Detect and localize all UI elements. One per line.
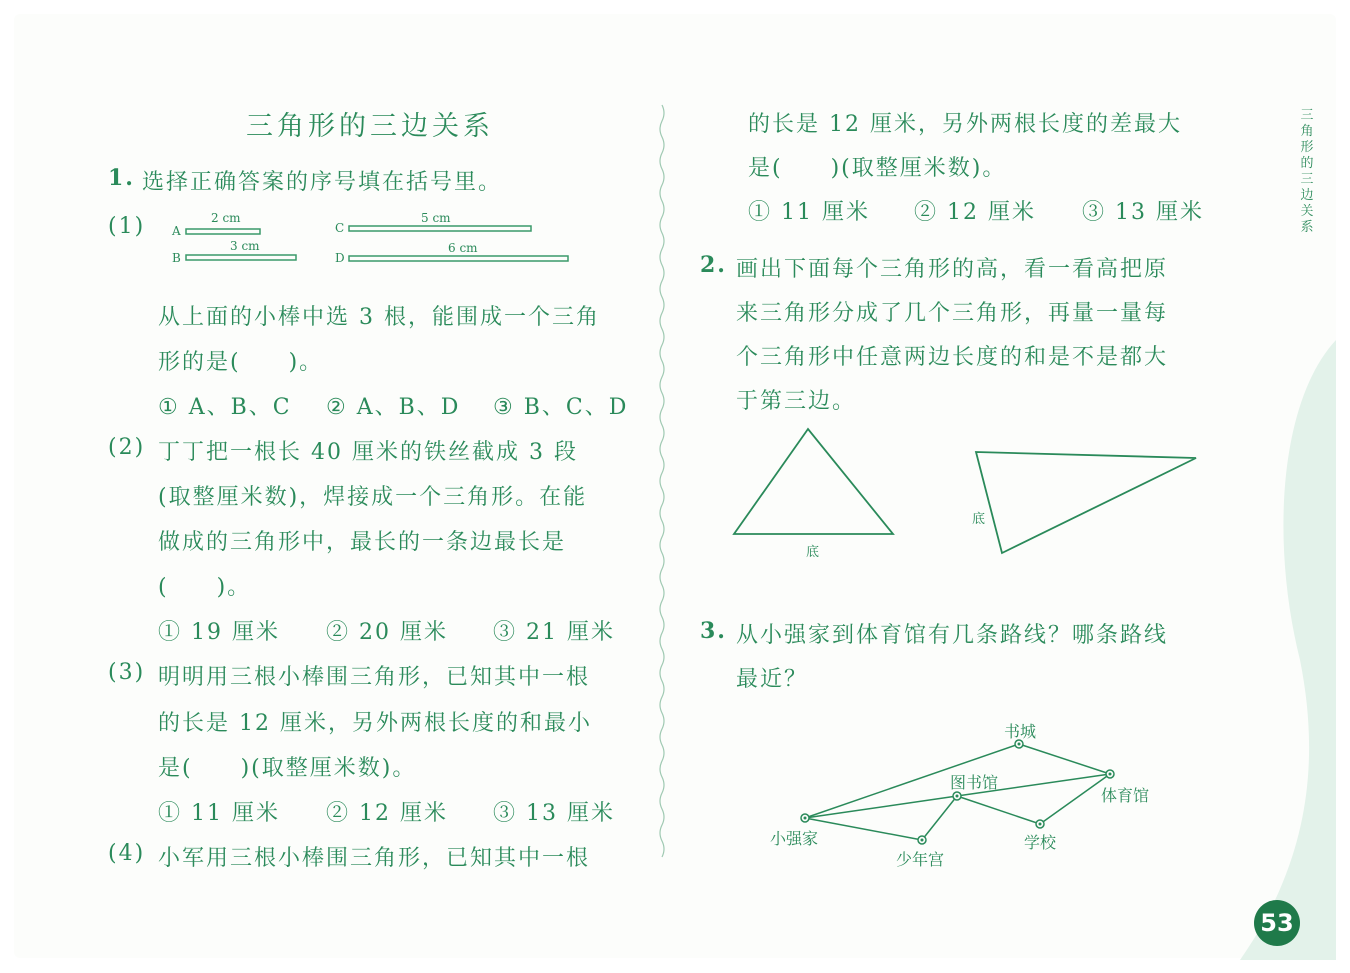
part-1-label: (1) [108, 214, 146, 239]
part-3-option: ② 12 厘米 [326, 801, 448, 826]
part-2-line: (取整厘米数)，焊接成一个三角形。在能 [158, 485, 588, 510]
place-library: 图书馆 [950, 773, 999, 792]
part-4-option: ③ 13 厘米 [1082, 200, 1204, 225]
part-3-line: 是( )(取整厘米数)。 [158, 756, 417, 781]
question-2-line: 画出下面每个三角形的高，看一看高把原 [736, 257, 1169, 282]
part-1-option: ③ B、C、D [493, 395, 629, 420]
side-title-char: 系 [1300, 220, 1314, 235]
question-3-line: 从小强家到体育馆有几条路线？哪条路线 [736, 623, 1169, 648]
part-1-option: ① A、B、C [158, 395, 292, 420]
page-title: 三角形的三边关系 [246, 111, 494, 142]
side-title-char: 三 [1300, 108, 1314, 123]
part-3-line: 的长是 12 厘米，另外两根长度的和最小 [158, 711, 592, 736]
part-2-label: (2) [108, 435, 146, 460]
question-2-line: 个三角形中任意两边长度的和是不是都大 [736, 345, 1169, 370]
part-4-option: ① 11 厘米 [748, 200, 870, 225]
stick-d-length: 6 cm [448, 241, 478, 255]
place-palace: 少年宫 [896, 850, 945, 869]
stick-c-letter: C [335, 221, 345, 235]
part-2-option: ① 19 厘米 [158, 620, 280, 645]
part-3-label: (3) [108, 660, 146, 685]
question-2-number: 2. [700, 252, 727, 278]
part-1-line: 形的是( )。 [158, 350, 324, 375]
side-title-char: 边 [1300, 188, 1314, 203]
stick-d-letter: D [335, 251, 345, 265]
stick-a-letter: A [172, 224, 181, 238]
stick-b-length: 3 cm [230, 239, 260, 253]
question-1-text: 选择正确答案的序号填在括号里。 [142, 170, 503, 195]
question-3-line: 最近？ [736, 667, 809, 692]
stick-a-length: 2 cm [211, 211, 241, 225]
page-number: 53 [1254, 900, 1300, 946]
question-1-number: 1. [108, 165, 135, 191]
part-2-option: ② 20 厘米 [326, 620, 448, 645]
stick-c-length: 5 cm [421, 211, 451, 225]
question-2-line: 来三角形分成了几个三角形，再量一量每 [736, 301, 1169, 326]
place-home: 小强家 [770, 829, 819, 848]
side-title-char: 的 [1300, 156, 1314, 171]
part-3-option: ① 11 厘米 [158, 801, 280, 826]
triangle-2-base-label: 底 [972, 512, 986, 527]
side-title-char: 三 [1300, 172, 1314, 187]
part-4-line: 小军用三根小棒围三角形，已知其中一根 [158, 846, 591, 871]
part-3-line: 明明用三根小棒围三角形，已知其中一根 [158, 665, 591, 690]
part-4-label: (4) [108, 841, 146, 866]
stick-b-letter: B [172, 251, 181, 265]
part-2-line: ( )。 [158, 575, 252, 600]
side-title-char: 角 [1300, 124, 1314, 139]
triangle-1-base-label: 底 [806, 545, 820, 560]
question-3-number: 3. [700, 618, 727, 644]
place-gym: 体育馆 [1101, 786, 1150, 805]
side-title-char: 形 [1300, 140, 1314, 155]
part-1-line: 从上面的小棒中选 3 根，能围成一个三角 [158, 305, 600, 330]
part-2-line: 做成的三角形中，最长的一条边最长是 [158, 530, 567, 555]
part-4-line: 的长是 12 厘米，另外两根长度的差最大 [748, 112, 1182, 137]
part-3-option: ③ 13 厘米 [493, 801, 615, 826]
part-2-line: 丁丁把一根长 40 厘米的铁丝截成 3 段 [158, 440, 578, 465]
place-school: 学校 [1024, 833, 1057, 852]
part-2-option: ③ 21 厘米 [493, 620, 615, 645]
side-title-char: 关 [1300, 204, 1314, 219]
part-4-line: 是( )(取整厘米数)。 [748, 156, 1007, 181]
part-1-option: ② A、B、D [326, 395, 461, 420]
part-4-option: ② 12 厘米 [914, 200, 1036, 225]
question-2-line: 于第三边。 [736, 389, 857, 414]
place-bookcity: 书城 [1004, 722, 1037, 741]
